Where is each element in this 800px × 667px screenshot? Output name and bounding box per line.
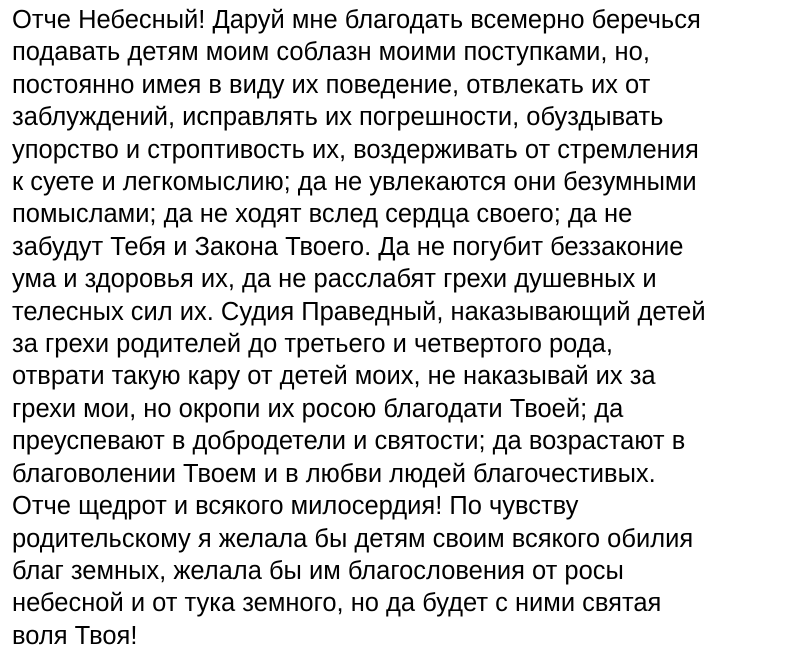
text-line: отврати такую кару от детей моих, не наказывай их за xyxy=(12,362,656,391)
text-line: воля Твоя! xyxy=(12,621,138,650)
text-line: к суете и легкомыслию; да не увлекаются они безумными xyxy=(12,168,697,197)
text-line: Отче Небесный! Даруй мне благодать всемерно беречься xyxy=(12,6,701,34)
text-line: грехи мои, но окропи их росою благодати Твоей; да xyxy=(12,394,624,423)
text-line: постоянно имея в виду их поведение, отвлекать их от xyxy=(12,70,651,99)
text-line: ума и здоровья их, да не расслабят грехи душевных и xyxy=(12,265,657,294)
text-line: заблуждений, исправлять их погрешности, обуздывать xyxy=(12,103,664,132)
text-line: родительскому я желала бы детям своим всякого обилия xyxy=(12,524,694,553)
text-line: упорство и строптивость их, воздерживать от стремления xyxy=(12,135,699,164)
text-line: Отче щедрот и всякого милосердия! По чувству xyxy=(12,492,579,521)
prayer-text xyxy=(12,4,792,652)
text-line: благ земных, желала бы им благословения от росы xyxy=(12,556,624,585)
text-line: преуспевают в добродетели и святости; да возрастают в xyxy=(12,427,686,456)
text-line: за грехи родителей до третьего и четвертого рода, xyxy=(12,330,613,359)
text-line: благоволении Твоем и в любви людей благочестивых. xyxy=(12,459,656,488)
text-line: забудут Тебя и Закона Твоего. Да не погубит беззаконие xyxy=(12,232,684,261)
text-line: телесных сил их. Судия Праведный, наказывающий детей xyxy=(12,297,706,326)
text-line: помыслами; да не ходят вслед сердца своего; да не xyxy=(12,200,633,229)
text-line: подавать детям моим соблазн моими поступками, но, xyxy=(12,38,650,67)
text-line: небесной и от тука земного, но да будет с ними святая xyxy=(12,589,662,618)
